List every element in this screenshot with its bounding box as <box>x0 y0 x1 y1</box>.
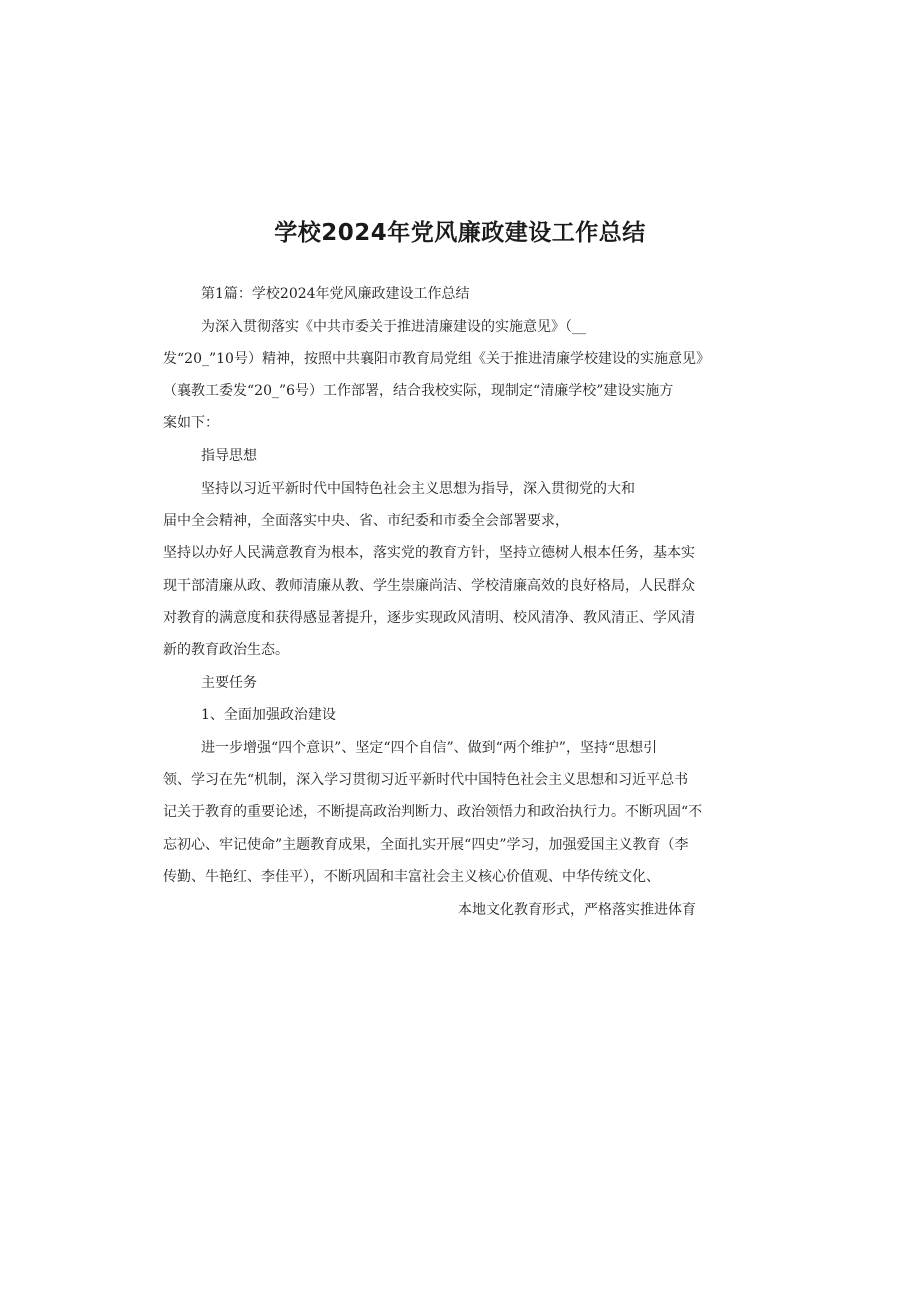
paragraph-line: 传勤、牛艳红、李佳平），不断巩固和丰富社会主义核心价值观、中华传统文化、 <box>163 869 660 885</box>
document-title: 学校2024年党风廉政建设工作总结 <box>274 220 646 246</box>
section-heading: 指导思想 <box>201 448 257 464</box>
paragraph-line: 本地文化教育形式，严格落实推进体育 <box>458 902 696 918</box>
paragraph-line: 坚持以办好人民满意教育为根本，落实党的教育方针，坚持立德树人根本任务，基本实 <box>163 545 695 561</box>
paragraph-line: 领、学习在先“机制，深入学习贯彻习近平新时代中国特色社会主义思想和习近平总书 <box>163 772 689 788</box>
section-heading: 主要任务 <box>201 675 257 691</box>
paragraph-line: 现干部清廉从政、教师清廉从教、学生崇廉尚洁、学校清廉高效的良好格局，人民群众 <box>163 578 695 594</box>
paragraph-line: 案如下： <box>163 415 219 431</box>
paragraph-line: （襄教工委发“20_”6号）工作部署，结合我校实际，现制定“清廉学校”建设实施方 <box>163 383 674 399</box>
paragraph-line: 发“20_”10号）精神，按照中共襄阳市教育局党组《关于推进清廉学校建设的实施意见》 <box>163 351 710 367</box>
subsection-heading: 1、全面加强政治建设 <box>201 707 336 723</box>
paragraph-line: 届中全会精神，全面落实中央、省、市纪委和市委全会部署要求， <box>163 513 569 529</box>
paragraph-line: 记关于教育的重要论述，不断提高政治判断力、政治领悟力和政治执行力。不断巩固“不 <box>163 804 703 820</box>
paragraph-line: 忘初心、牢记使命”主题教育成果，全面扎实开展“四史”学习，加强爱国主义教育（李 <box>163 837 689 853</box>
paragraph-line: 对教育的满意度和获得感显著提升，逐步实现政风清明、校风清净、教风清正、学风清 <box>163 610 695 626</box>
paragraph-line: 为深入贯彻落实《中共市委关于推进清廉建设的实施意见》（__ <box>201 319 586 335</box>
article-heading: 第1篇：学校2024年党风廉政建设工作总结 <box>201 286 470 302</box>
paragraph-line: 新的教育政治生态。 <box>163 642 289 658</box>
paragraph-line: 坚持以习近平新时代中国特色社会主义思想为指导，深入贯彻党的大和 <box>201 481 635 497</box>
paragraph-line: 进一步增强“四个意识”、坚定“四个自信”、做到“两个维护”，坚持“思想引 <box>201 740 658 756</box>
